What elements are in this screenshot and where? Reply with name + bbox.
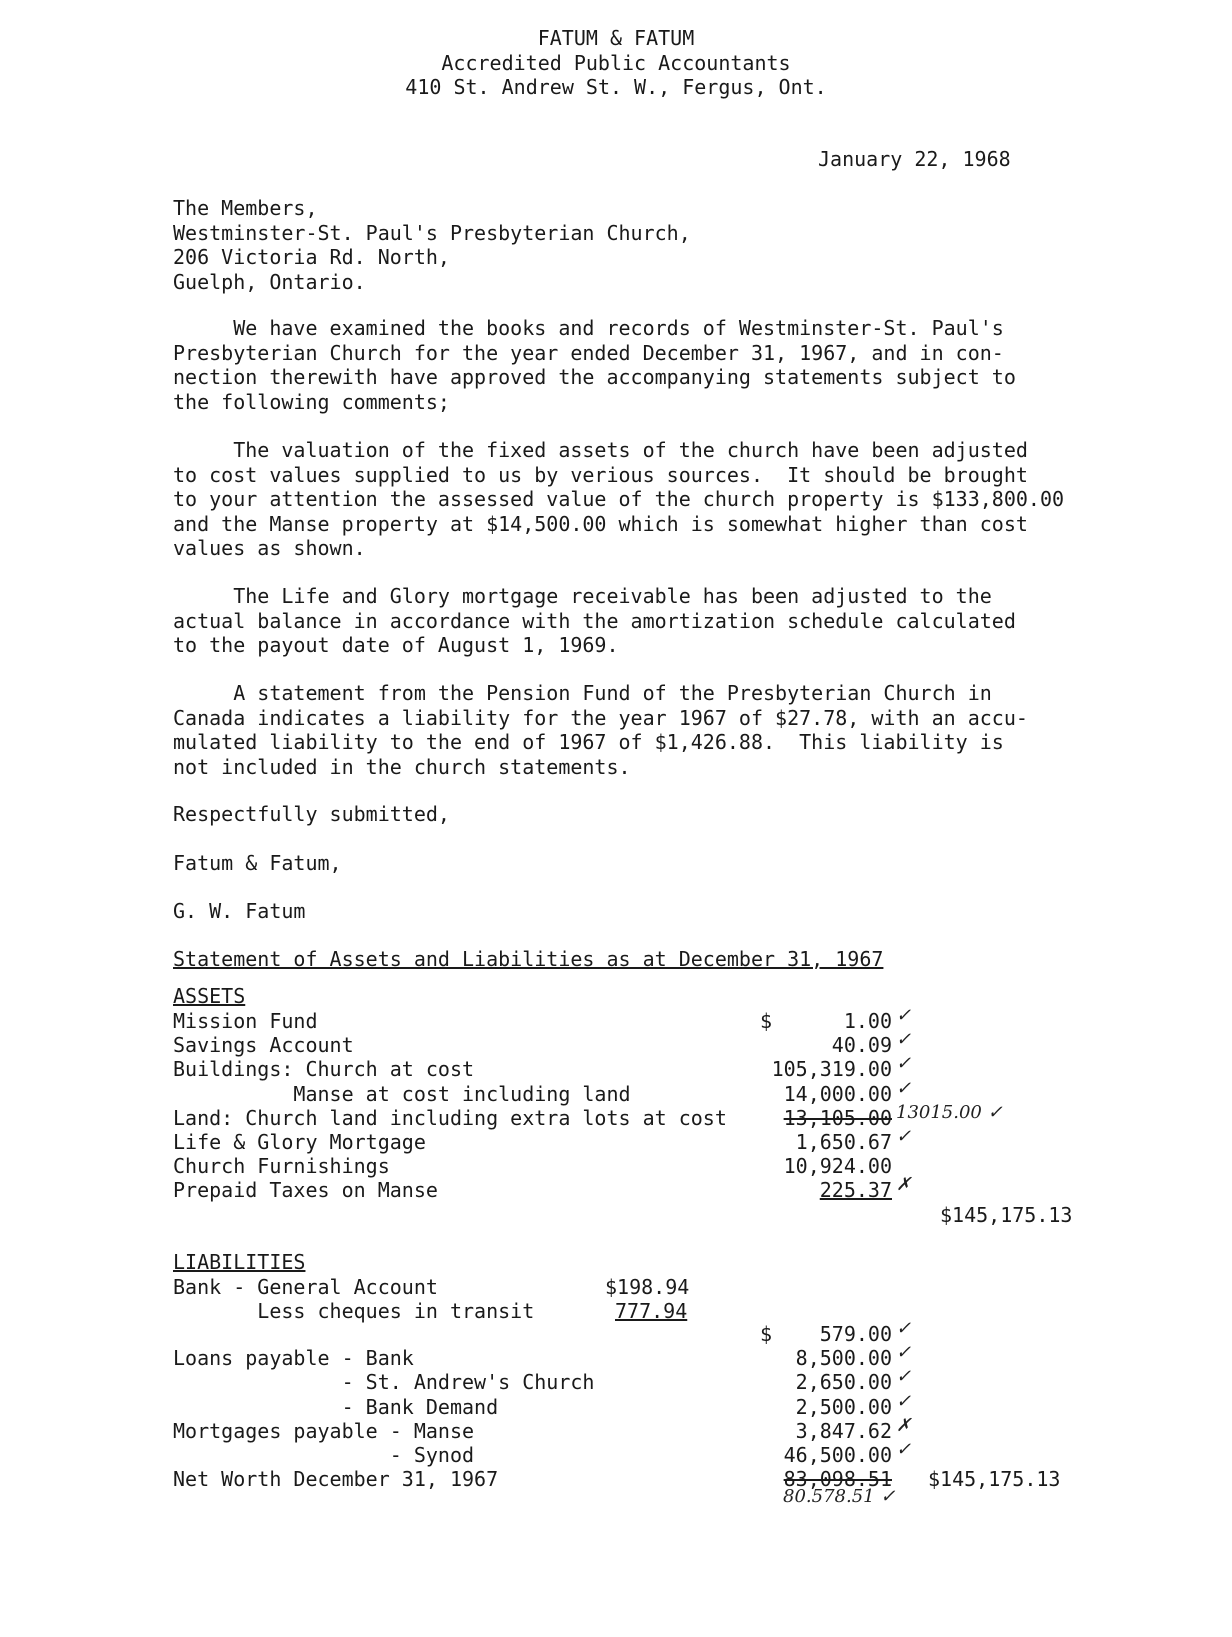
check-mark: ✗ (896, 1414, 912, 1436)
check-mark: ✓ (896, 1053, 912, 1075)
row-label: Net Worth December 31, 1967 (173, 1467, 499, 1492)
row-amount: 1,650.67 (795, 1130, 892, 1154)
row-label: Church Furnishings (173, 1154, 390, 1179)
cheques-transit-label: Less cheques in transit (173, 1299, 535, 1323)
liabilities-heading: LIABILITIES (173, 1250, 306, 1274)
addressee-line: Westminster-St. Paul's Presbyterian Church, (173, 220, 691, 245)
row-label: Prepaid Taxes on Manse (173, 1178, 438, 1203)
paragraph-line: the following comments; (173, 389, 450, 414)
row-amount: 225.37 (819, 1178, 892, 1203)
row-amount: 13,105.00 (783, 1105, 892, 1130)
row-amount: 1.00 (843, 1009, 892, 1033)
row-label: - St. Andrew's Church (173, 1370, 595, 1395)
paragraph-line: to the payout date of August 1, 1969. (173, 633, 619, 657)
paragraph-line: not included in the church statements. (173, 754, 631, 779)
closing: Respectfully submitted, (173, 802, 450, 826)
row-amount: 46,500.00 (783, 1443, 892, 1467)
addressee-line: The Members, (173, 196, 318, 220)
row-amount: 105,319.00 (771, 1057, 892, 1082)
row-label: Mortgages payable - Manse (173, 1418, 475, 1443)
signer-name: G. W. Fatum (173, 899, 306, 923)
check-mark: ✓ (896, 1077, 912, 1099)
paragraph-line: Presbyterian Church for the year ended December 31, 1967, and in con- (173, 340, 1004, 365)
liabilities-total: $145,175.13 (928, 1467, 1061, 1491)
dollar-sign: $ (760, 1322, 773, 1346)
check-mark: ✓ (896, 1342, 912, 1364)
check-mark: ✓ (896, 1390, 912, 1412)
check-mark: 13015.00 ✓ (896, 1101, 1003, 1123)
net-worth-correction: 80.578.51 ✓ (783, 1486, 896, 1507)
dollar-sign: $ (760, 1009, 773, 1033)
check-mark: ✓ (896, 1029, 912, 1051)
check-mark: ✓ (896, 1318, 912, 1339)
letter-date: January 22, 1968 (818, 147, 1011, 171)
check-mark: ✓ (896, 1126, 912, 1147)
cheques-transit-amount: 777.94 (615, 1299, 688, 1323)
paragraph-line: to your attention the assessed value of the church property is $133,800.00 (173, 487, 1065, 511)
paragraph-line: and the Manse property at $14,500.00 which is somewhat higher than cost (173, 511, 1028, 536)
firm-signature: Fatum & Fatum, (173, 851, 342, 875)
row-label: Savings Account (173, 1033, 354, 1058)
row-amount: 10,924.00 (783, 1154, 892, 1179)
paragraph-line: to cost values supplied to us by verious sources. It should be brought (173, 462, 1028, 487)
paragraph-line: actual balance in accordance with the amortization schedule calculated (173, 608, 1016, 633)
check-mark: ✗ (896, 1174, 912, 1196)
paragraph-line: We have examined the books and records of Westminster-St. Paul's (173, 316, 1004, 340)
row-amount: 2,500.00 (795, 1394, 892, 1419)
firm-name: FATUM & FATUM (537, 26, 695, 50)
check-mark: ✓ (896, 1366, 912, 1388)
row-amount: 40.09 (831, 1033, 892, 1058)
row-amount: 579.00 (819, 1322, 892, 1346)
row-amount: 14,000.00 (783, 1081, 892, 1106)
assets-heading: ASSETS (173, 984, 246, 1008)
row-label: - Bank Demand (173, 1394, 499, 1419)
firm-subtitle: Accredited Public Accountants (441, 51, 791, 75)
row-label: Mission Fund (173, 1009, 318, 1033)
row-label: Buildings: Church at cost (173, 1057, 475, 1082)
row-label: Manse at cost including land (173, 1081, 631, 1106)
row-amount: 83,098.51 (783, 1467, 892, 1492)
addressee-line: Guelph, Ontario. (173, 269, 366, 294)
paragraph-line: Canada indicates a liability for the year 1967 of $27.78, with an accu- (173, 705, 1028, 730)
check-mark: ✓ (896, 1005, 912, 1026)
row-label: - Synod (173, 1443, 475, 1467)
row-label: Loans payable - Bank (173, 1346, 414, 1371)
firm-address: 410 St. Andrew St. W., Fergus, Ont. (405, 75, 827, 99)
assets-total: $145,175.13 (940, 1203, 1073, 1227)
paragraph-line: values as shown. (173, 536, 366, 560)
row-amount: 3,847.62 (795, 1418, 892, 1443)
statement-title: Statement of Assets and Liabilities as at December 31, 1967 (173, 947, 884, 971)
row-label: Life & Glory Mortgage (173, 1130, 426, 1154)
bank-general-amount: $198.94 (605, 1275, 690, 1299)
paragraph-line: The valuation of the fixed assets of the church have been adjusted (173, 438, 1028, 462)
check-mark: ✓ (896, 1439, 912, 1460)
row-amount: 8,500.00 (795, 1346, 892, 1371)
paragraph-line: A statement from the Pension Fund of the Presbyterian Church in (173, 681, 992, 705)
bank-general-label: Bank - General Account (173, 1275, 438, 1299)
paragraph-line: The Life and Glory mortgage receivable has been adjusted to the (173, 584, 992, 608)
paragraph-line: nection therewith have approved the accompanying statements subject to (173, 365, 1016, 389)
row-label: Land: Church land including extra lots at cost (173, 1105, 727, 1130)
row-amount: 2,650.00 (795, 1370, 892, 1395)
paragraph-line: mulated liability to the end of 1967 of $1,426.88. This liability is (173, 730, 1004, 754)
addressee-line: 206 Victoria Rd. North, (173, 245, 450, 269)
